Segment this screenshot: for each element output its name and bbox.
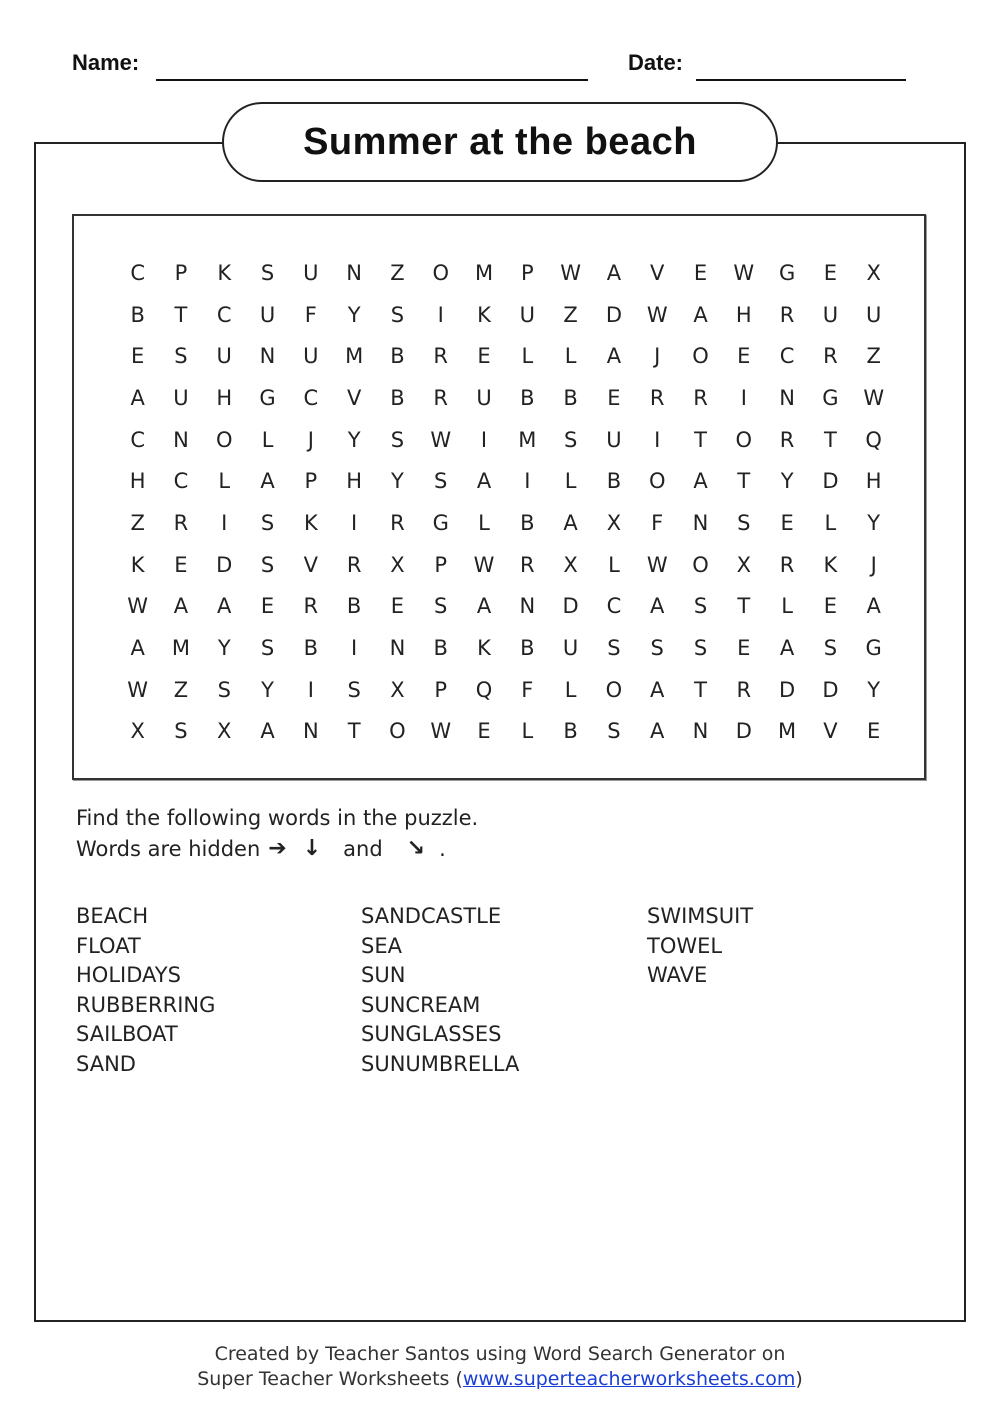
grid-letter[interactable]: I [351, 510, 358, 535]
name-label: Name: [72, 50, 140, 75]
grid-letter[interactable]: W [430, 719, 452, 744]
grid-letter[interactable]: U [822, 302, 839, 327]
grid-letter[interactable]: K [823, 552, 838, 577]
grid-letter[interactable]: S [260, 510, 275, 535]
grid-letter[interactable]: K [217, 260, 232, 285]
grid-letter[interactable]: S [737, 510, 751, 535]
grid-letter[interactable]: L [564, 469, 577, 494]
word-list-column-3 [647, 902, 753, 991]
grid-letter[interactable]: K [477, 636, 491, 661]
grid-letter[interactable]: C [216, 302, 232, 327]
grid-letter[interactable]: W [733, 260, 755, 285]
grid-letter[interactable]: D [822, 469, 839, 494]
grid-letter[interactable]: G [865, 636, 882, 661]
grid-letter[interactable]: D [605, 302, 622, 327]
grid-letter[interactable]: V [650, 260, 665, 285]
grid-letter[interactable]: U [216, 344, 232, 369]
grid-letter[interactable]: A [779, 636, 795, 661]
grid-letter[interactable]: W [863, 385, 885, 410]
grid-letter[interactable]: R [346, 552, 362, 577]
grid-letter[interactable]: B [520, 385, 535, 410]
grid-letter[interactable]: W [127, 594, 149, 619]
grid-letter[interactable]: I [307, 677, 314, 702]
grid-letter[interactable]: D [735, 719, 752, 744]
word-list-item: SAILBOAT [76, 1022, 178, 1046]
grid-letter[interactable]: I [654, 427, 661, 452]
word-list-item: SUNGLASSES [361, 1022, 502, 1046]
grid-letter[interactable]: R [433, 344, 449, 369]
grid-letter[interactable]: A [693, 469, 708, 494]
grid-letter[interactable]: P [304, 469, 318, 494]
grid-letter[interactable]: U [259, 302, 276, 327]
grid-letter[interactable]: T [737, 469, 751, 494]
grid-letter[interactable]: O [648, 469, 666, 494]
grid-letter[interactable]: K [477, 302, 491, 327]
grid-letter[interactable]: R [649, 385, 665, 410]
word-list-item: SUNCREAM [361, 992, 481, 1017]
grid-letter[interactable]: Q [475, 677, 493, 702]
grid-letter[interactable]: R [173, 510, 189, 535]
word-list-item: WAVE [647, 963, 708, 987]
grid-letter[interactable]: E [823, 260, 838, 285]
grid-letter[interactable]: R [433, 385, 449, 410]
grid-letter[interactable]: Y [261, 677, 274, 702]
grid-letter[interactable]: O [735, 427, 753, 452]
grid-letter[interactable]: F [651, 510, 664, 535]
grid-letter[interactable]: M [518, 427, 537, 452]
grid-letter[interactable]: A [260, 469, 275, 494]
grid-letter[interactable]: B [390, 344, 405, 369]
grid-letter[interactable]: E [390, 594, 405, 619]
grid-letter[interactable]: W [646, 302, 668, 327]
grid-letter[interactable]: N [346, 260, 362, 285]
grid-letter[interactable]: B [563, 385, 578, 410]
grid-letter[interactable]: S [390, 302, 405, 327]
grid-letter[interactable]: G [432, 510, 449, 535]
grid-letter[interactable]: E [867, 719, 881, 744]
grid-letter[interactable]: F [521, 677, 534, 702]
grid-letter[interactable]: A [606, 344, 622, 369]
grid-letter[interactable]: S [434, 469, 448, 494]
grid-letter[interactable]: E [780, 510, 794, 535]
grid-letter[interactable]: S [260, 260, 275, 285]
grid-letter[interactable]: A [173, 594, 189, 619]
grid-letter[interactable]: X [390, 552, 405, 577]
grid-letter[interactable]: V [303, 552, 319, 577]
grid-letter[interactable]: T [823, 427, 837, 452]
grid-letter[interactable]: O [389, 719, 406, 744]
grid-letter[interactable]: U [866, 302, 882, 327]
grid-letter[interactable]: A [650, 677, 665, 702]
grid-letter[interactable]: M [474, 260, 494, 285]
grid-letter[interactable]: Z [563, 302, 578, 327]
grid-letter[interactable]: Y [391, 469, 404, 494]
grid-letter[interactable]: T [737, 594, 751, 619]
instruction-period: . [439, 836, 446, 861]
word-list-column-2 [361, 902, 519, 1079]
grid-letter[interactable]: C [303, 385, 319, 410]
grid-letter[interactable]: S [347, 677, 361, 702]
grid-letter[interactable]: N [692, 719, 709, 744]
grid-letter[interactable]: M [171, 636, 190, 661]
word-list-item: RUBBERRING [76, 992, 216, 1017]
grid-letter[interactable]: P [520, 260, 534, 285]
word-list-item: SUNUMBRELLA [361, 1051, 520, 1076]
grid-letter[interactable]: N [259, 344, 276, 369]
grid-letter[interactable]: H [129, 469, 146, 494]
grid-letter[interactable]: B [433, 636, 448, 661]
grid-letter[interactable]: Y [867, 677, 881, 702]
grid-letter[interactable]: X [606, 510, 622, 535]
instruction-line-2 [76, 836, 446, 861]
grid-letter[interactable]: D [216, 552, 233, 577]
grid-letter[interactable]: Y [347, 302, 361, 327]
grid-letter[interactable]: C [130, 260, 145, 285]
grid-letter[interactable]: R [390, 510, 405, 535]
grid-letter[interactable]: O [692, 552, 709, 577]
grid-letter[interactable]: C [606, 594, 622, 619]
grid-letter[interactable]: E [131, 344, 145, 369]
grid-letter[interactable]: E [823, 594, 838, 619]
grid-letter[interactable]: K [130, 552, 145, 577]
grid-letter[interactable]: S [434, 594, 448, 619]
date-line[interactable] [696, 79, 906, 81]
grid-letter[interactable]: C [173, 469, 189, 494]
grid-letter[interactable]: V [823, 719, 838, 744]
grid-letter[interactable]: S [607, 719, 621, 744]
grid-letter[interactable]: A [217, 594, 232, 619]
grid-letter[interactable]: J [307, 427, 314, 452]
arrow-right-icon: ➔ [268, 836, 287, 861]
grid-letter[interactable]: X [130, 719, 145, 744]
grid-letter[interactable]: E [737, 344, 751, 369]
grid-letter[interactable]: H [346, 469, 363, 494]
grid-letter[interactable]: T [174, 302, 188, 327]
arrow-down-icon: ↓ [302, 836, 322, 861]
grid-letter[interactable]: S [693, 636, 708, 661]
grid-letter[interactable]: N [389, 636, 406, 661]
grid-letter[interactable]: A [476, 594, 492, 619]
grid-letter[interactable]: L [521, 344, 534, 369]
grid-letter[interactable]: L [608, 552, 620, 577]
grid-letter[interactable]: B [520, 636, 535, 661]
grid-letter[interactable]: U [303, 344, 319, 369]
grid-letter[interactable]: G [778, 260, 796, 285]
grid-letter[interactable]: D [779, 677, 796, 702]
grid-letter[interactable]: W [646, 552, 668, 577]
date-label: Date: [628, 50, 684, 75]
grid-letter[interactable]: X [217, 719, 232, 744]
grid-letter[interactable]: G [259, 385, 276, 410]
grid-letter[interactable]: I [480, 427, 488, 452]
grid-letter[interactable]: R [520, 552, 535, 577]
grid-letter[interactable]: Y [780, 469, 794, 494]
grid-letter[interactable]: N [302, 719, 319, 744]
grid-letter[interactable]: T [347, 719, 361, 744]
grid-letter[interactable]: A [693, 302, 708, 327]
grid-letter[interactable]: E [477, 719, 491, 744]
arrow-diagonal-icon: ↘ [406, 836, 426, 861]
grid-letter[interactable]: B [390, 385, 405, 410]
grid-letter[interactable]: V [346, 385, 362, 410]
grid-letter[interactable]: A [476, 469, 492, 494]
footer-credit: Created by Teacher Santos using Word Search Generator on [214, 1343, 786, 1365]
grid-letter[interactable]: B [606, 469, 622, 494]
grid-letter[interactable]: B [346, 594, 362, 619]
grid-letter[interactable]: L [261, 427, 274, 452]
grid-letter[interactable]: Y [217, 636, 231, 661]
grid-letter[interactable]: L [478, 510, 490, 535]
grid-letter[interactable]: N [519, 594, 536, 619]
grid-letter[interactable]: Z [173, 677, 189, 702]
grid-letter[interactable]: M [345, 344, 364, 369]
grid-letter[interactable]: N [692, 510, 709, 535]
grid-letter[interactable]: E [477, 344, 491, 369]
word-list-item: SANDCASTLE [361, 904, 502, 928]
grid-letter[interactable]: S [650, 636, 664, 661]
grid-letter[interactable]: O [692, 344, 709, 369]
grid-letter[interactable]: S [174, 344, 188, 369]
grid-letter[interactable]: R [303, 594, 319, 619]
grid-letter[interactable]: G [822, 385, 839, 410]
grid-letter[interactable]: R [736, 677, 752, 702]
grid-letter[interactable]: I [740, 385, 747, 410]
grid-letter[interactable]: Z [866, 344, 881, 369]
grid-letter[interactable]: E [174, 552, 188, 577]
grid-letter[interactable]: A [650, 719, 665, 744]
grid-letter[interactable]: X [563, 552, 578, 577]
grid-letter[interactable]: H [216, 385, 233, 410]
grid-letter[interactable]: Y [347, 427, 361, 452]
grid-letter[interactable]: A [650, 594, 665, 619]
word-list-item: SAND [76, 1051, 136, 1076]
grid-letter[interactable]: E [607, 385, 621, 410]
word-list-item: SEA [361, 933, 402, 958]
grid-letter[interactable]: I [437, 302, 444, 327]
word-list-item: SUN [361, 963, 406, 987]
grid-letter[interactable]: A [606, 260, 622, 285]
grid-letter[interactable]: R [779, 552, 795, 577]
grid-letter[interactable]: O [432, 260, 449, 285]
grid-letter[interactable]: A [130, 385, 145, 410]
grid-letter[interactable]: S [693, 594, 708, 619]
grid-letter[interactable]: U [606, 427, 622, 452]
grid-letter[interactable]: U [562, 636, 579, 661]
title-text: Summer at the beach [303, 120, 697, 163]
word-list-item: TOWEL [647, 933, 723, 958]
grid-letter[interactable]: O [605, 677, 623, 702]
grid-letter[interactable]: E [693, 260, 708, 285]
grid-letter[interactable]: U [476, 385, 492, 410]
grid-letter[interactable]: S [260, 636, 275, 661]
grid-letter[interactable]: F [304, 302, 317, 327]
grid-letter[interactable]: X [866, 260, 881, 285]
grid-letter[interactable]: S [174, 719, 188, 744]
grid-letter[interactable]: L [781, 594, 793, 619]
grid-letter[interactable]: U [303, 260, 319, 285]
grid-letter[interactable]: W [560, 260, 581, 285]
grid-letter[interactable]: A [866, 594, 881, 619]
grid-letter[interactable]: P [434, 552, 448, 577]
grid-letter[interactable]: A [563, 510, 578, 535]
grid-letter[interactable]: X [736, 552, 751, 577]
grid-letter[interactable]: C [779, 344, 795, 369]
letter-grid [116, 252, 888, 752]
grid-letter[interactable]: A [130, 636, 145, 661]
grid-letter[interactable]: D [822, 677, 839, 702]
word-list-item: SWIMSUIT [647, 904, 754, 928]
grid-letter[interactable]: K [303, 510, 318, 535]
grid-letter[interactable]: P [434, 677, 448, 702]
footer-link[interactable]: www.superteacherworksheets.com [462, 1368, 796, 1390]
grid-letter[interactable]: N [779, 385, 795, 410]
grid-letter[interactable]: L [564, 677, 577, 702]
grid-letter[interactable]: D [562, 594, 579, 619]
grid-letter[interactable]: M [778, 719, 797, 744]
instruction-line-1: Find the following words in the puzzle. [76, 806, 479, 830]
grid-letter[interactable]: T [694, 677, 707, 702]
grid-letter[interactable]: R [693, 385, 708, 410]
footer-source [0, 1368, 1000, 1390]
grid-letter[interactable]: L [824, 510, 837, 535]
footer-source-suffix: ) [795, 1368, 803, 1390]
grid-letter[interactable]: L [521, 719, 534, 744]
grid-letter[interactable]: W [430, 427, 452, 452]
grid-letter[interactable]: R [823, 344, 838, 369]
grid-letter[interactable]: L [218, 469, 231, 494]
grid-letter[interactable]: S [260, 552, 275, 577]
grid-letter[interactable]: I [351, 636, 358, 661]
grid-letter[interactable]: Z [130, 510, 145, 535]
grid-letter[interactable]: L [564, 344, 577, 369]
grid-letter[interactable]: U [173, 385, 189, 410]
grid-letter[interactable]: W [127, 677, 149, 702]
grid-letter[interactable]: H [865, 469, 882, 494]
grid-letter[interactable]: C [130, 427, 145, 452]
grid-letter[interactable]: E [737, 636, 751, 661]
grid-letter[interactable]: O [215, 427, 233, 452]
grid-letter[interactable]: S [563, 427, 578, 452]
grid-letter[interactable]: J [870, 552, 877, 577]
page-title [222, 102, 778, 182]
grid-letter[interactable]: Y [867, 510, 881, 535]
word-list-item: BEACH [76, 904, 149, 928]
grid-letter[interactable]: H [735, 302, 752, 327]
grid-letter[interactable]: E [260, 594, 275, 619]
name-line[interactable] [156, 79, 588, 81]
grid-letter[interactable]: S [607, 636, 621, 661]
grid-letter[interactable]: B [303, 636, 319, 661]
grid-letter[interactable]: I [524, 469, 531, 494]
grid-letter[interactable]: A [260, 719, 275, 744]
grid-letter[interactable]: S [390, 427, 405, 452]
word-list-column-1 [76, 902, 215, 1079]
grid-letter[interactable]: J [654, 344, 661, 369]
grid-letter[interactable]: B [130, 302, 145, 327]
grid-letter[interactable]: P [174, 260, 188, 285]
grid-letter[interactable]: S [217, 677, 231, 702]
grid-letter[interactable]: X [390, 677, 405, 702]
instruction-prefix: Words are hidden [76, 836, 261, 861]
grid-letter[interactable]: Z [390, 260, 405, 285]
grid-letter[interactable]: R [779, 302, 795, 327]
grid-letter[interactable]: I [221, 510, 228, 535]
grid-letter[interactable]: T [694, 427, 707, 452]
instruction-and: and [343, 836, 383, 861]
grid-letter[interactable]: Q [865, 427, 882, 452]
grid-letter[interactable]: W [473, 552, 495, 577]
word-list-item: FLOAT [76, 933, 141, 958]
grid-letter[interactable]: B [520, 510, 535, 535]
grid-letter[interactable]: S [823, 636, 838, 661]
grid-letter[interactable]: B [563, 719, 578, 744]
footer-source-prefix: Super Teacher Worksheets ( [197, 1368, 463, 1390]
grid-letter[interactable]: U [519, 302, 535, 327]
grid-letter[interactable]: N [173, 427, 189, 452]
grid-letter[interactable]: R [779, 427, 795, 452]
word-list-item: HOLIDAYS [76, 963, 181, 987]
